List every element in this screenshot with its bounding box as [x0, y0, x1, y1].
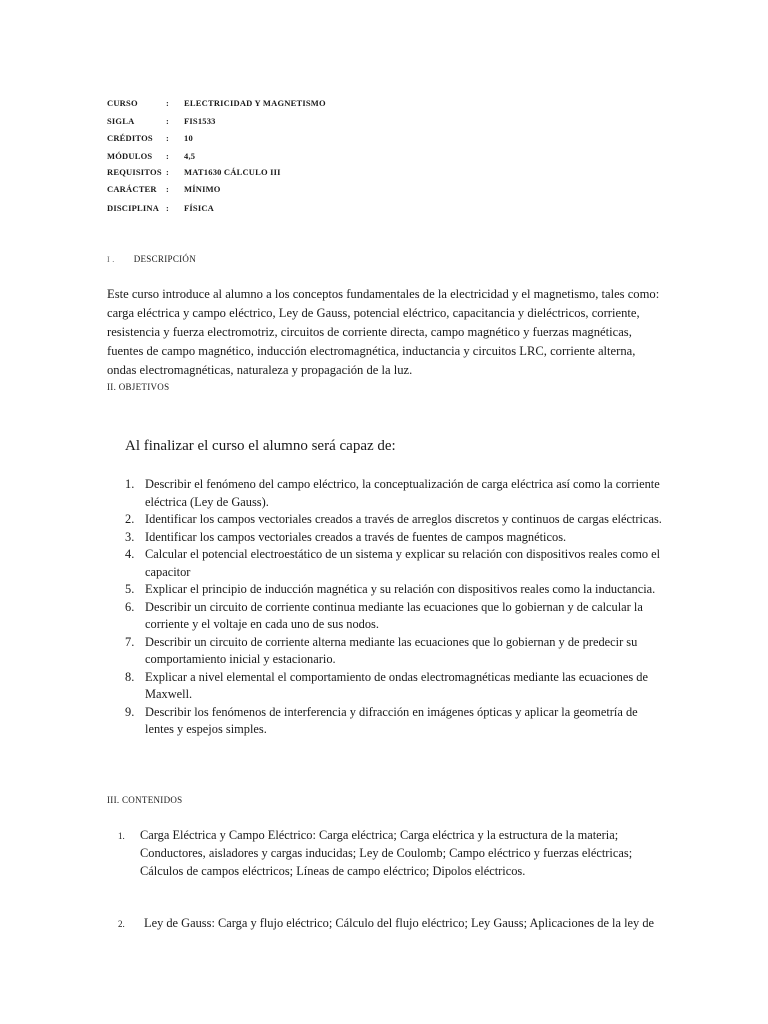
item-text: Ley de Gauss: Carga y flujo eléctrico; Cálculo del flujo eléctrico; Ley Gauss; Aplicaciones de la ley de [144, 916, 655, 930]
section-number: I . [107, 255, 115, 264]
item-text: Carga Eléctrica y Campo Eléctrico: Carga eléctrica; Carga eléctrica y la estructura de la materia; Conductores, aisladores y cargas inducidas; Ley de Coulomb; Campo eléctrico y fuerzas eléctricas; Cálculos de campos eléctricos; Líneas de campo eléctrico; Dipolos eléctricos. [140, 828, 633, 878]
item-number: 7. [125, 634, 135, 649]
item-number: 6. [125, 599, 135, 614]
item-text: Describir un circuito de corriente alterna mediante las ecuaciones que lo gobiernan y de predecir su comportamiento inicial y estacionario. [145, 634, 638, 666]
list-item [107, 669, 667, 704]
section-title: DESCRIPCIÓN [133, 254, 197, 264]
info-value: 4,5 [184, 151, 196, 161]
item-number: 1. [118, 831, 125, 841]
info-key: SIGLA [107, 116, 135, 126]
list-item [107, 704, 667, 739]
item-number: 8. [125, 669, 135, 684]
info-key: REQUISITOS [107, 167, 162, 177]
list-item [107, 476, 667, 511]
info-key: CARÁCTER [107, 184, 157, 194]
description-paragraph: Este curso introduce al alumno a los conceptos fundamentales de la electricidad y el magnetismo, tales como: carga eléctrica y campo eléctrico, Ley de Gauss, potencial eléctrico, capacitancia y dieléctricos, corriente, resistencia y fuerza electromotriz, circuitos de corriente directa, campo magnético y fuerzas magnéticas, fuentes de campo magnético, inducción electromagnética, inductancia y circuitos LRC, corriente alterna, ondas electromagnéticas, naturaleza y propagación de la luz. [107, 287, 660, 377]
list-item [107, 511, 667, 529]
item-number: 2. [118, 919, 125, 929]
list-item [107, 546, 667, 581]
section-heading-objetivos: II. OBJETIVOS [107, 382, 170, 392]
info-value: FIS1533 [184, 116, 216, 126]
info-key: MÓDULOS [107, 151, 153, 161]
info-value: ELECTRICIDAD Y MAGNETISMO [184, 98, 326, 108]
info-value: FÍSICA [184, 203, 215, 213]
item-number: 9. [125, 704, 135, 719]
info-value: MÍNIMO [184, 184, 221, 194]
item-text: Explicar el principio de inducción magnética y su relación con dispositivos reales como la inductancia. [145, 582, 656, 596]
info-sep: : [166, 151, 170, 161]
info-sep: : [166, 133, 170, 143]
info-sep: : [166, 98, 170, 108]
item-number: 2. [125, 512, 135, 526]
objectives-lead: Al finalizar el curso el alumno será capaz de: [125, 438, 396, 454]
list-item [107, 599, 667, 634]
info-value: 10 [184, 133, 193, 143]
item-number: 1. [125, 477, 135, 491]
list-item [107, 581, 667, 599]
item-text: Identificar los campos vectoriales creados a través de arreglos discretos y continuos de cargas eléctricas. [145, 512, 662, 526]
item-text: Identificar los campos vectoriales creados a través de fuentes de campos magnéticos. [145, 529, 567, 544]
info-key: DISCIPLINA [107, 203, 160, 213]
item-text: Describir el fenómeno del campo eléctrico, la conceptualización de carga eléctrica así como la corriente eléctrica (Ley de Gauss). [145, 477, 660, 509]
section-heading-descripcion [107, 254, 196, 264]
item-text: Describir un circuito de corriente continua mediante las ecuaciones que lo gobiernan y de calcular la corriente y el voltaje en cada uno de sus nodos. [145, 599, 643, 631]
section-heading-contenidos: III. CONTENIDOS [107, 795, 183, 805]
item-text: Calcular el potencial electroestático de un sistema y explicar su relación con dispositivos reales como el capacitor [145, 547, 661, 579]
info-sep: : [166, 203, 170, 213]
item-number: 3. [125, 529, 135, 544]
item-text: Explicar a nivel elemental el comportamiento de ondas electromagnéticas mediante las ecuaciones de Maxwell. [145, 669, 648, 701]
info-key: CRÉDITOS [107, 133, 153, 143]
item-number: 5. [125, 582, 135, 596]
info-sep: : [166, 116, 170, 126]
item-number: 4. [125, 547, 135, 561]
info-sep: : [166, 184, 170, 194]
list-item [107, 529, 667, 547]
objectives-list [107, 476, 667, 739]
info-key: CURSO [107, 98, 138, 108]
info-value: MAT1630 CÁLCULO III [184, 167, 281, 177]
item-text: Describir los fenómenos de interferencia y difracción en imágenes ópticas y aplicar la geometría de lentes y espejos simples. [145, 704, 638, 736]
list-item [107, 634, 667, 669]
info-sep: : [166, 167, 170, 177]
